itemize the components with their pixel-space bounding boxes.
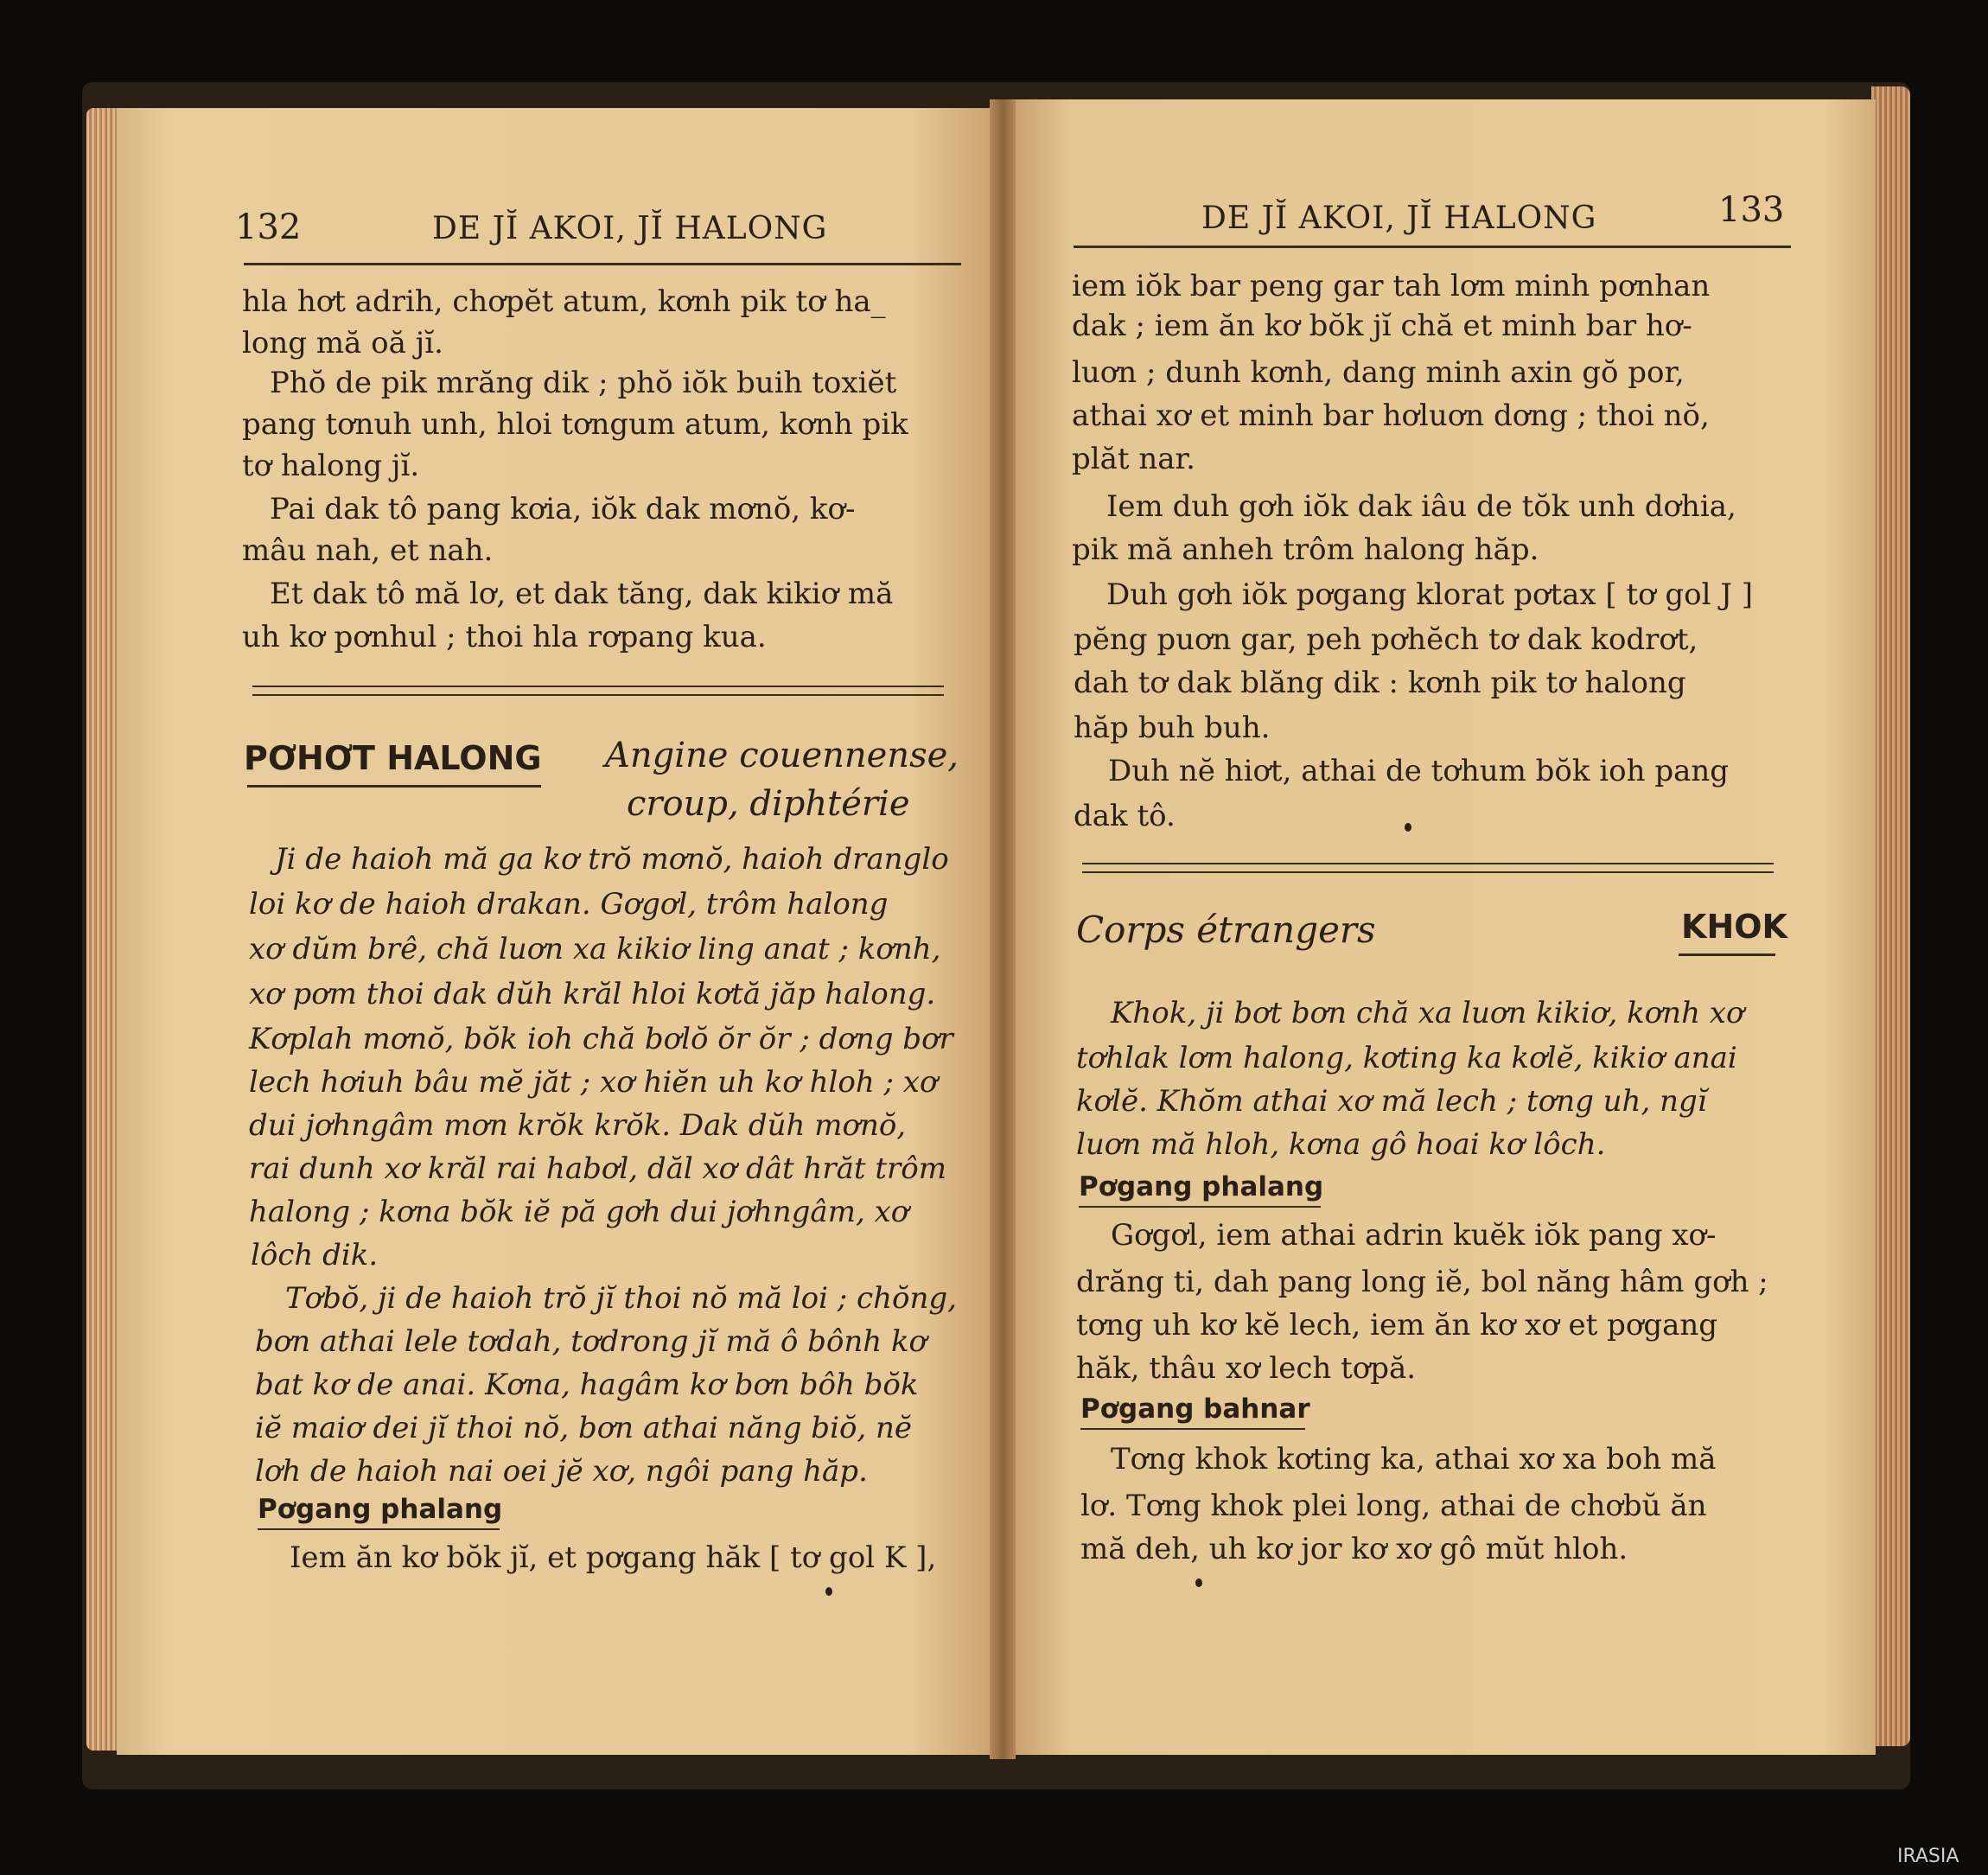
right-para5-line: drăng ti, dah pang long iĕ, bol năng hâm gơh ; [1076, 1265, 1768, 1299]
left-last-line: Iem ăn kơ bŏk jĭ, et pơgang hăk [ tơ gol K ], [290, 1540, 937, 1575]
left-para2-line2: pang tơnuh unh, hloi tơngum atum, kơnh pik [242, 407, 908, 442]
left-section-divider-2 [252, 694, 944, 696]
ink-mark [1195, 1578, 1202, 1587]
left-italic-line: halong ; kơna bŏk iĕ pă gơh dui jơhngâm, xơ [249, 1195, 909, 1229]
right-subheading-1-underline [1079, 1206, 1321, 1208]
right-para4-line: Duh nĕ hiơt, athai de tơhum bŏk ioh pang [1108, 754, 1730, 788]
left-para4-line1: Et dak tô mă lơ, et dak tăng, dak kikiơ mă [270, 577, 894, 611]
left-para3-line2: mâu nah, et nah. [242, 533, 494, 568]
left-section-divider-1 [252, 686, 944, 687]
left-subheading-underline [258, 1528, 500, 1530]
right-subheading-2: Pơgang bahnar [1080, 1393, 1310, 1425]
right-section-divider-2 [1082, 871, 1774, 873]
right-subheading-1: Pơgang phalang [1079, 1171, 1324, 1202]
page-edges-left [86, 108, 121, 1751]
left-section-french-2: croup, diphtérie [627, 784, 910, 824]
right-para3-line: dah tơ dak blăng dik : kơnh pik tơ halong [1074, 666, 1686, 700]
left-italic-line: lơh de haioh nai oei jĕ xơ, ngôi pang hăp. [255, 1454, 868, 1489]
left-italic-line: loi kơ de haioh drakan. Gơgơl, trôm halong [249, 887, 889, 922]
right-para5-line: Gơgơl, iem athai adrin kuĕk iŏk pang xơ- [1111, 1218, 1717, 1253]
right-para6-line: Tơng khok kơting ka, athai xơ xa boh mă [1111, 1442, 1717, 1476]
right-para5-line: hăk, thâu xơ lech tơpă. [1076, 1351, 1417, 1386]
left-italic-line: xơ pơm thoi dak dŭh krăl hloi kơtă jăp halong. [249, 977, 936, 1011]
right-para6-line: mă deh, uh kơ jor kơ xơ gô mŭt hloh. [1080, 1532, 1628, 1566]
left-para1-line1: hla hơt adrih, chơpĕt atum, kơnh pik tơ ha_ [242, 284, 886, 319]
right-italic-line: tơhlak lơm halong, kơting ka kơlĕ, kikiơ anai [1076, 1041, 1737, 1075]
right-section-title: KHOK [1681, 908, 1787, 946]
left-italic-line: rai dunh xơ krăl rai habơl, dăl xơ dât hrăt trôm [249, 1151, 947, 1186]
right-para6-line: lơ. Tơng khok plei long, athai de chơbŭ ăn [1080, 1489, 1707, 1523]
right-para1-line: dak ; iem ăn kơ bŏk jĭ chă et minh bar hơ- [1072, 309, 1692, 343]
left-italic-line: bơn athai lele tơdah, tơdrong jĭ mă ô bônh kơ [255, 1324, 927, 1359]
right-para2-line: Iem duh gơh iŏk dak iâu de tŏk unh dơhia, [1106, 489, 1736, 524]
left-italic-line: Ji de haioh mă ga kơ trŏ mơnŏ, haioh dranglo [275, 842, 949, 877]
ink-mark [1405, 823, 1411, 832]
right-para5-line: tơng uh kơ kĕ lech, iem ăn kơ xơ et pơgang [1076, 1308, 1718, 1342]
left-subheading: Pơgang phalang [258, 1494, 503, 1525]
right-para1-line: plăt nar. [1072, 442, 1195, 476]
right-para1-line: iem iŏk bar peng gar tah lơm minh pơnhan [1072, 269, 1711, 303]
right-para3-line: hăp buh buh. [1074, 711, 1271, 745]
right-para1-line: athai xơ et minh bar hơluơn dơng ; thoi nŏ, [1072, 399, 1710, 433]
left-para4-line2: uh kơ pơnhul ; thoi hla rơpang kua. [242, 620, 767, 654]
right-section-title-underline [1679, 953, 1775, 956]
right-section-divider-1 [1082, 863, 1774, 864]
right-italic-line: kơlĕ. Khŏm athai xơ mă lech ; tơng uh, ngĭ [1076, 1084, 1707, 1119]
left-header-rule [244, 263, 961, 265]
right-para2-line: pik mă anheh trôm halong hăp. [1072, 533, 1539, 567]
left-para2-line1: Phŏ de pik mrăng dik ; phŏ iŏk buih toxiĕt [270, 366, 897, 400]
watermark: IRASIA [1897, 1846, 1959, 1867]
right-para4-line: dak tô. [1074, 799, 1176, 833]
left-para2-line3: tơ halong jĭ. [242, 449, 420, 483]
left-italic-line: Tơbŏ, ji de haioh trŏ jĭ thoi nŏ mă loi ; chŏng, [285, 1281, 957, 1316]
right-para3-line: Duh gơh iŏk pơgang klorat pơtax [ tơ gol J ] [1106, 577, 1754, 612]
right-running-header: DE JĬ AKOI, JĬ HALONG [1201, 201, 1597, 236]
book-gutter [990, 99, 1016, 1759]
page-edges-right [1871, 86, 1910, 1746]
right-subheading-2-underline [1080, 1428, 1305, 1430]
left-running-header: DE JĬ AKOI, JĬ HALONG [432, 211, 828, 246]
left-italic-line: xơ dŭm brê, chă luơn xa kikiơ ling anat ; kơnh, [249, 932, 941, 966]
left-italic-line: lech hơiuh bâu mĕ jăt ; xơ hiĕn uh kơ hloh ; xơ [249, 1065, 938, 1100]
left-page-number: 132 [235, 207, 302, 247]
right-para1-line: luơn ; dunh kơnh, dang minh axin gŏ por, [1072, 355, 1685, 390]
ink-mark [825, 1587, 832, 1596]
left-section-title: PƠHƠT HALONG [244, 739, 542, 777]
right-page-number: 133 [1718, 190, 1785, 230]
right-section-french: Corps étrangers [1076, 909, 1376, 951]
left-section-french-1: Angine couennense, [605, 736, 959, 775]
left-para1-line2: long mă oă jĭ. [242, 326, 443, 360]
left-section-title-underline [247, 785, 541, 788]
left-italic-line: dui jơhngâm mơn krŏk krŏk. Dak dŭh mơnŏ, [249, 1108, 907, 1143]
right-italic-line: luơn mă hloh, kơna gô hoai kơ lôch. [1076, 1127, 1606, 1162]
left-italic-line: Kơplah mơnŏ, bŏk ioh chă bơlŏ ŏr ŏr ; dơng bơr [249, 1022, 953, 1056]
right-italic-line: Khok, ji bơt bơn chă xa luơn kikiơ, kơnh xơ [1111, 996, 1744, 1030]
left-para3-line1: Pai dak tô pang kơia, iŏk dak mơnŏ, kơ- [270, 492, 856, 526]
right-header-rule [1074, 246, 1791, 248]
left-italic-line: iĕ maiơ dei jĭ thoi nŏ, bơn athai năng biŏ, nĕ [255, 1411, 913, 1445]
left-italic-line: bat kơ de anai. Kơna, hagâm kơ bơn bôh bŏk [255, 1368, 919, 1402]
left-italic-line: lôch dik. [251, 1238, 379, 1272]
right-para3-line: pĕng puơn gar, peh pơhĕch tơ dak kodrơt, [1074, 622, 1698, 657]
